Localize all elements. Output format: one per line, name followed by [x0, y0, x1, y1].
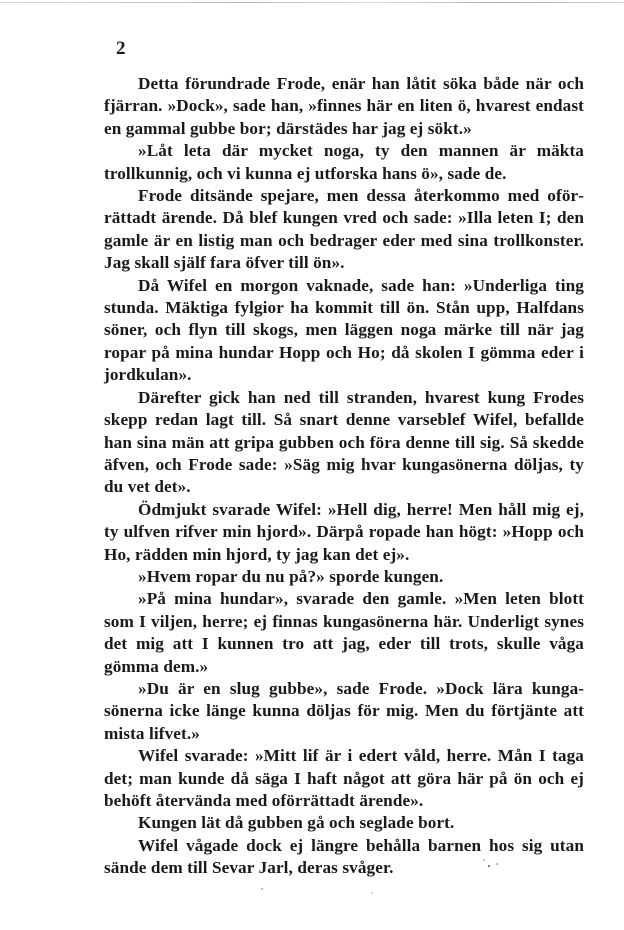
paragraph: »Hvem ropar du nu på?» sporde kungen. — [138, 566, 444, 586]
body-text — [104, 73, 584, 880]
page-number: 2 — [116, 38, 126, 59]
paragraph: Wifel svarade: »Mitt lif är i edert våld, herre. Mån I taga det; man kunde då säga I haft något att göra här på ön och ej behöft återvända med oförrättadt ärende». — [104, 746, 584, 810]
paragraph: »Du är en slug gubbe», sade Frode. »Dock lära kungasönerna icke länge kunna döljas för mig. Men du förtjänte att mista lifvet.» — [104, 678, 584, 743]
paragraph: Då Wifel en morgon vaknade, sade han: »Underliga ting stunda. Mäktiga fylgior ha kommit till ön. Stån upp, Halfdans söner, och flyn till skogs, men läggen noga märke till när jag ropar på mina hundar Hopp och Ho; då skolen I gömma eder i jordkulan». — [104, 275, 584, 385]
paragraph: »Låt leta där mycket noga, ty den mannen är mäkta trollkunnig, och vi kunna ej utforska hans ö», sade de. — [104, 141, 584, 183]
speck — [371, 892, 372, 893]
paragraph: Frode ditsände spejare, men dessa återkommo med oförrättadt ärende. Då blef kungen vred och sade: »Illa leten I; den gamle är en listig man och bedrager eder med sina trollkonster. Jag skall själf fara öfver till ön». — [104, 186, 584, 273]
speck — [261, 888, 263, 890]
page-top-edge — [0, 2, 624, 3]
paragraph: Kungen lät då gubben gå och seglade bort. — [138, 813, 455, 833]
paragraph: Detta förundrade Frode, enär han låtit söka både när och fjärran. »Dock», sade han, »finnes här en liten ö, hvarest endast en gammal gubbe bor; därstädes har jag ej sökt.» — [104, 74, 584, 138]
paragraph: Wifel vågade dock ej längre behålla barnen hos sig utan sände dem till Sevar Jarl, deras svåger. — [104, 835, 584, 878]
paragraph: Därefter gick han ned till stranden, hvarest kung Frodes skepp redan lagt till. Så snart denne varseblef Wifel, befallde han sina män att gripa gubben och föra denne till sig. Så skedde äfven, och Frode sade: »Säg mig hvar kungasönerna döljas, ty du vet det». — [104, 387, 584, 497]
paragraph: Ödmjukt svarade Wifel: »Hell dig, herre! Men håll mig ej, ty ulfven rifver min hjord». Därpå ropade han högt: »Hopp och Ho, rädden min hjord, ty jag kan det ej». — [104, 499, 584, 564]
paragraph: »På mina hundar», svarade den gamle. »Men leten blott som I viljen, herre; ej finnas kungasönerna här. Underligt synes det mig att I kunnen tro att jag, eder till trots, skulle våga gömma dem.» — [104, 589, 584, 676]
